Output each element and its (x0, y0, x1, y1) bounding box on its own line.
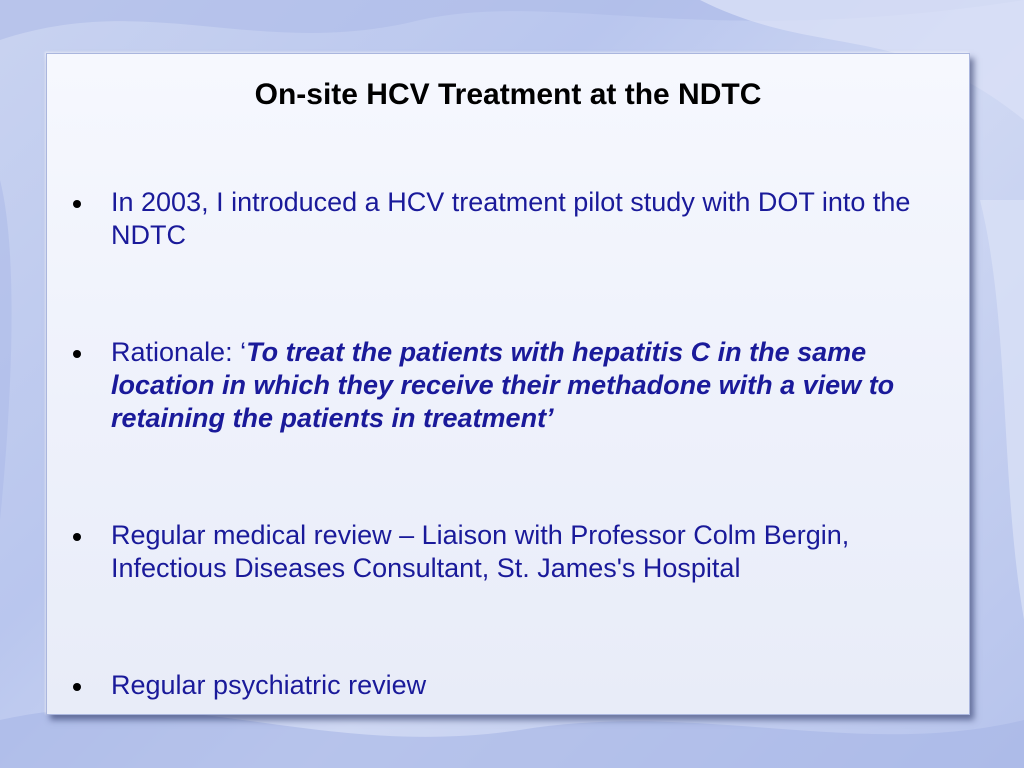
slide-title: On-site HCV Treatment at the NDTC (254, 78, 762, 111)
bullet-marker-icon (73, 533, 81, 541)
bullet-marker-icon (73, 683, 81, 691)
bullet-marker-icon (73, 200, 81, 208)
bullet-text: Regular medical review – Liaison with Professor Colm Bergin, Infectious Diseases Consultant, St. James's Hospital (111, 520, 850, 583)
bullet-text (111, 336, 947, 435)
bullet-item (67, 186, 947, 252)
bullet-item (67, 519, 947, 585)
bullet-emphasis: To treat the patients with hepatitis C in the same location in which they receive their methadone with a view to retaining the patients in treatment’ (111, 337, 895, 433)
bullet-marker-icon (73, 350, 81, 358)
bullet-list (47, 54, 969, 714)
bullet-item (67, 669, 947, 702)
bullet-item (67, 336, 947, 435)
slide-content-panel (46, 53, 970, 715)
bullet-text: In 2003, I introduced a HCV treatment pilot study with DOT into the NDTC (111, 187, 911, 250)
bullet-text: Regular psychiatric review (111, 670, 427, 700)
bullet-prefix: Rationale: ‘ (111, 337, 247, 367)
